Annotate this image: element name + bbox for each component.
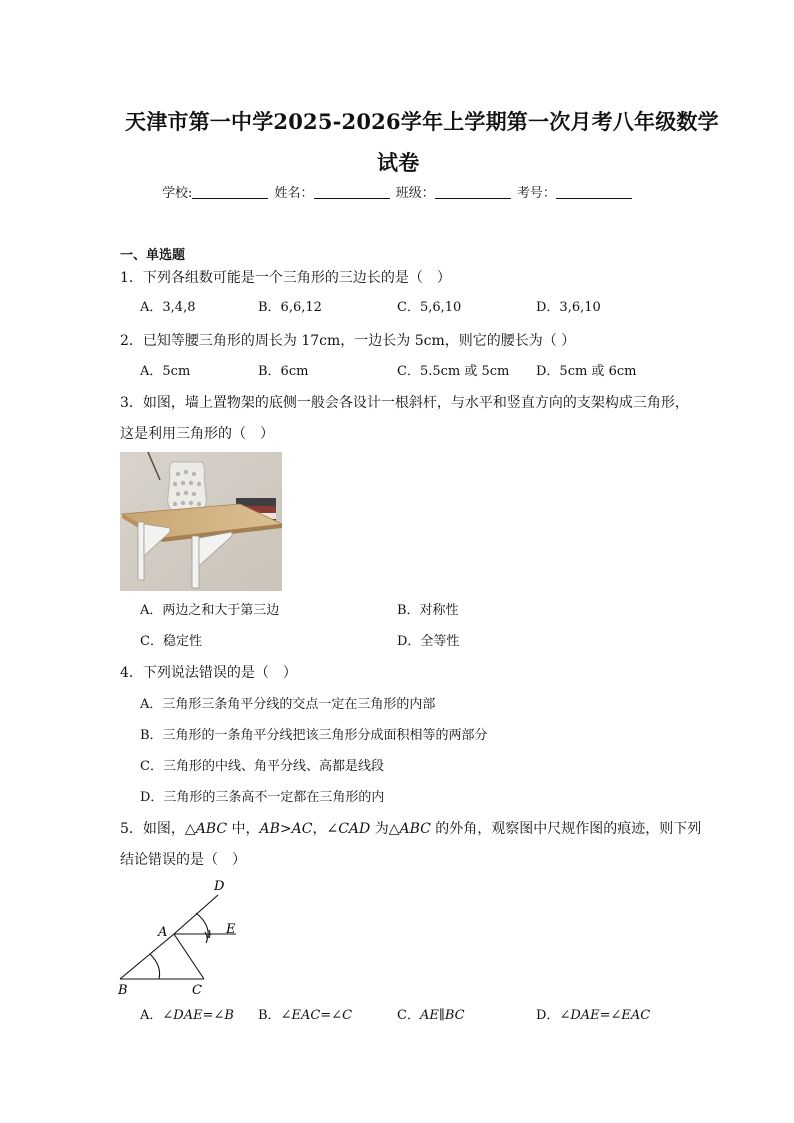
q5-stem-text: 5．如图，: [120, 821, 185, 837]
q5-stem-text: 中，: [227, 821, 260, 837]
q2-option-d[interactable]: D．5cm 或 6cm: [536, 364, 637, 379]
q5-angle-cad: ∠CAD: [326, 821, 371, 837]
q5-stem-text: 的外角，观察图中尺规作图的痕迹，则下列: [430, 821, 702, 837]
page-title: 天津市第一中学2025-2026学年上学期第一次月考八年级数学: [125, 109, 719, 134]
number-blank[interactable]: [556, 186, 632, 199]
label-b: B: [118, 983, 128, 998]
q3-stem-line2: 这是利用三角形的（ ）: [120, 426, 274, 442]
label-e: E: [226, 922, 236, 937]
q5-option-c[interactable]: [397, 1008, 465, 1024]
q3-stem-line1: 3．如图，墙上置物架的底侧一般会各设计一根斜杆，与水平和竖直方向的支架构成三角形，: [120, 395, 689, 411]
info-number-label: 考号：: [516, 186, 556, 201]
q5-option-b-text: ∠EAC=∠C: [280, 1008, 353, 1023]
info-class-label: 班级：: [395, 186, 435, 201]
q2-stem: 2．已知等腰三角形的周长为 17cm，一边长为 5cm，则它的腰长为（ ）: [120, 333, 576, 349]
q5-inequality: AB>AC: [259, 821, 313, 837]
q3-option-d[interactable]: D．全等性: [397, 634, 460, 649]
geometry-figure: [112, 876, 244, 1000]
name-blank[interactable]: [314, 186, 390, 199]
label-c: C: [192, 983, 202, 998]
school-blank[interactable]: [192, 186, 268, 199]
q5-stem-line2: 结论错误的是（ ）: [120, 852, 246, 868]
label-a: A: [158, 925, 168, 940]
q1-option-c[interactable]: C．5,6,10: [397, 300, 462, 315]
shelf-photo: [120, 452, 282, 591]
q4-option-d[interactable]: D．三角形的三条高不一定都在三角形的内: [140, 790, 385, 805]
class-blank[interactable]: [435, 186, 511, 199]
q5-option-a[interactable]: [140, 1008, 234, 1024]
q1-stem: 1．下列各组数可能是一个三角形的三边长的是（ ）: [120, 270, 451, 286]
q5-option-d-text: ∠DAE=∠EAC: [559, 1008, 651, 1023]
q2-option-c[interactable]: C．5.5cm 或 5cm: [397, 364, 510, 379]
q2-option-b[interactable]: B．6cm: [258, 364, 309, 379]
q2-option-a[interactable]: A．5cm: [140, 364, 191, 379]
page-title-line2: 试卷: [377, 150, 420, 175]
q5-option-a-letter: A．: [140, 1008, 163, 1023]
section-heading: 一、单选题: [120, 248, 186, 263]
info-line: [162, 182, 634, 201]
q5-option-d[interactable]: [536, 1008, 650, 1024]
q5-option-c-letter: C．: [397, 1008, 420, 1023]
q3-option-c[interactable]: C．稳定性: [140, 634, 202, 649]
q3-option-b[interactable]: B．对称性: [397, 603, 459, 618]
q5-option-d-letter: D．: [536, 1008, 560, 1023]
label-d: D: [214, 879, 225, 894]
q5-option-a-text: ∠DAE=∠B: [162, 1008, 234, 1023]
info-name-label: 姓名：: [274, 186, 314, 201]
q1-option-a[interactable]: A．3,4,8: [140, 300, 196, 315]
info-school-label: 学校:: [162, 186, 193, 201]
q4-option-a[interactable]: A．三角形三条角平分线的交点一定在三角形的内部: [140, 697, 436, 712]
q5-stem-text: 为: [370, 821, 389, 837]
q4-stem: 4．下列说法错误的是（ ）: [120, 665, 297, 681]
q4-option-b[interactable]: B．三角形的一条角平分线把该三角形分成面积相等的两部分: [140, 728, 488, 743]
q5-option-b-letter: B．: [258, 1008, 281, 1023]
q5-option-b[interactable]: [258, 1008, 352, 1024]
q3-option-a[interactable]: A．两边之和大于第三边: [140, 603, 280, 618]
q1-option-d[interactable]: D．3,6,10: [536, 300, 601, 315]
q5-stem-line1: [120, 821, 701, 837]
q4-option-c[interactable]: C．三角形的中线、角平分线、高都是线段: [140, 759, 384, 774]
q5-triangle-abc: △ABC: [184, 821, 228, 837]
q5-option-c-text: AE∥BC: [419, 1008, 465, 1023]
q5-triangle-abc: △ABC: [388, 821, 431, 837]
q1-option-b[interactable]: B．6,6,12: [258, 300, 322, 315]
q5-stem-text: ，: [312, 821, 327, 837]
